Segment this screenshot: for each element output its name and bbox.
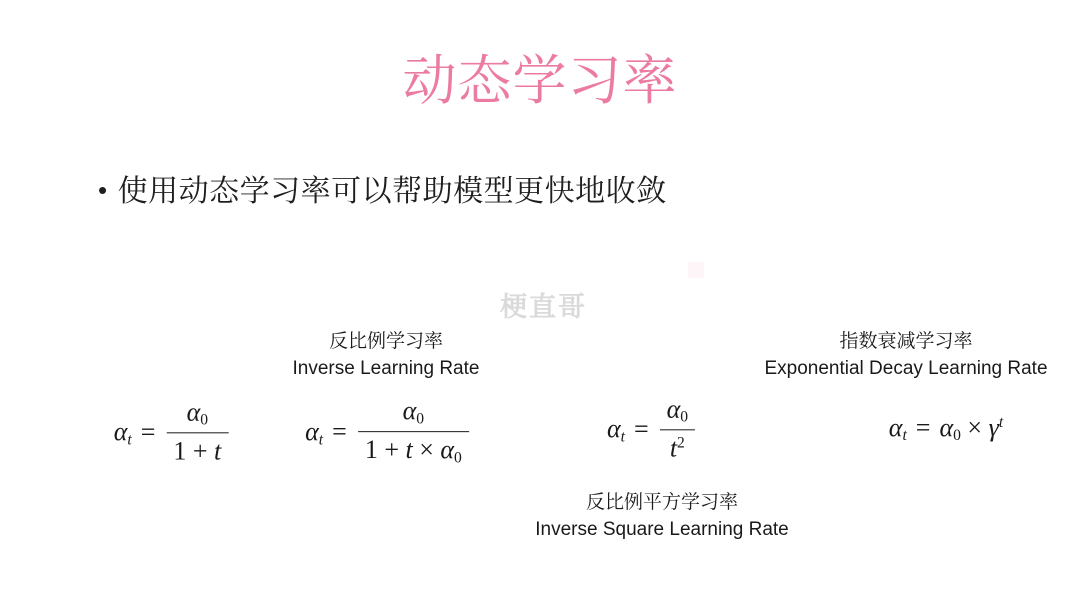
formula-inverse-square-learning-rate: $\alpha_t$ = $\frac{\alpha 0}{t^2}$	[607, 396, 697, 465]
label-cn-exponential-decay: 指数衰减学习率	[839, 331, 973, 352]
bullet-line	[98, 166, 667, 210]
label-en-inverse-square: Inverse Square Learning Rate	[535, 518, 789, 540]
label-group-inverse	[293, 329, 480, 383]
label-cn-inverse: 反比例学习率	[328, 331, 444, 352]
watermark: 梗直哥	[500, 292, 587, 322]
label-cn-inverse-square: 反比例平方学习率	[585, 492, 738, 513]
label-group-exponential-decay	[764, 329, 1047, 383]
bullet-text: 使用动态学习率可以帮助模型更快地收敛	[117, 175, 667, 208]
label-en-inverse: Inverse Learning Rate	[292, 357, 480, 379]
bullet-marker: •	[98, 175, 108, 205]
label-en-exponential-decay: Exponential Decay Learning Rate	[764, 357, 1048, 379]
label-group-inverse-square	[535, 490, 789, 544]
formula-inverse-learning-rate: $\alpha_t$ = $\frac{\alpha 0}{1 + t}$	[114, 399, 231, 468]
formula-inverse-learning-rate-with-alpha: $\alpha_t$ = $\frac{\alpha 0}{1 + t \times \alpha 0}$	[305, 398, 471, 470]
formula-exponential-decay-learning-rate: $\alpha_t = \alpha 0 \times \gamma^t$	[888, 412, 1004, 445]
slide-title: 动态学习率	[402, 51, 678, 111]
faint-watermark-square	[688, 262, 704, 278]
